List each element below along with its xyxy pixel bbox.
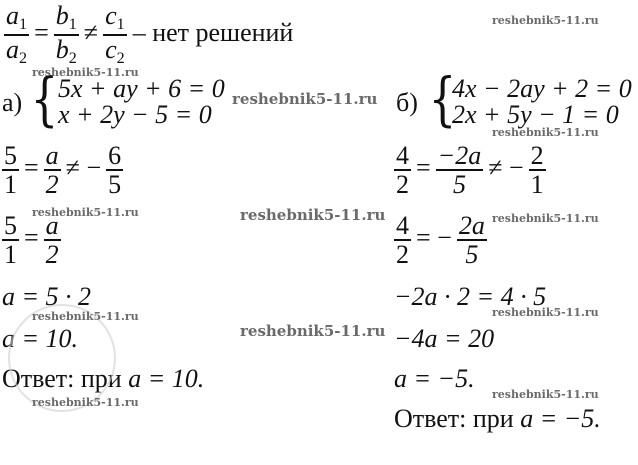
watermark: reshebnik5-11.ru <box>32 310 139 323</box>
watermark: reshebnik5-11.ru <box>492 126 599 139</box>
part-a-step-3: a = 5 · 2 <box>2 282 92 311</box>
watermark: reshebnik5-11.ru <box>240 206 386 224</box>
part-a-equation-2: x + 2y − 5 = 0 <box>58 100 212 129</box>
part-b-step-3: −2a · 2 = 4 · 5 <box>394 282 547 311</box>
part-a-brace: { <box>30 65 59 133</box>
part-a-label: а) <box>2 88 23 117</box>
watermark: reshebnik5-11.ru <box>240 322 386 340</box>
watermark: reshebnik5-11.ru <box>492 14 599 27</box>
watermark: reshebnik5-11.ru <box>232 90 378 108</box>
part-b-system <box>452 76 632 128</box>
no-solutions-text: – нет решений <box>132 17 294 47</box>
part-a-step-4: a = 10. <box>2 324 79 353</box>
part-a-step-2: $\frac{5}{1}$ = $\frac{a}{2}$ <box>4 211 59 270</box>
part-a-system <box>58 76 225 128</box>
fraction-c1-c2: $\frac{c_1}{c_2}$ <box>105 1 125 67</box>
watermark: reshebnik5-11.ru <box>492 388 599 401</box>
part-a-answer: Ответ: при a = 10. <box>2 364 205 393</box>
part-b-step-4: −4a = 20 <box>394 324 495 353</box>
part-b-step-1: $\frac{4}{2}$ = $\frac{-2a}{5}$ ≠ − $\frac{2}{1}$ <box>396 141 544 200</box>
part-b-equation-2: 2x + 5y − 1 = 0 <box>452 100 619 129</box>
watermark: reshebnik5-11.ru <box>492 212 599 225</box>
watermark: reshebnik5-11.ru <box>492 306 599 319</box>
part-b-step-5: a = −5. <box>394 364 475 393</box>
part-b-step-2: $\frac{4}{2}$ = − $\frac{2a}{5}$ <box>396 211 485 270</box>
fraction-b1-b2: $\frac{b_1}{b_2}$ <box>55 1 77 67</box>
watermark: reshebnik5-11.ru <box>32 206 139 219</box>
part-b-answer: Ответ: при a = −5. <box>394 404 601 433</box>
part-b-equation-1: 4x − 2ay + 2 = 0 <box>452 74 632 103</box>
part-a-step-1: $\frac{5}{1}$ = $\frac{a}{2}$ ≠ − $\frac{6}{5}$ <box>4 141 122 200</box>
part-a-equation-1: 5x + ay + 6 = 0 <box>58 74 225 103</box>
watermark: reshebnik5-11.ru <box>32 66 139 79</box>
part-b-label: б) <box>396 88 418 117</box>
part-b-brace: { <box>428 65 457 133</box>
fraction-a1-a2: $\frac{a_1}{a_2}$ <box>6 1 28 67</box>
condition-formula: $\frac{a_1}{a_2}$ = $\frac{b_1}{b_2}$ ≠ $\frac{c_1}{c_2}$ – нет решений <box>6 1 294 67</box>
watermark: reshebnik5-11.ru <box>32 396 139 409</box>
